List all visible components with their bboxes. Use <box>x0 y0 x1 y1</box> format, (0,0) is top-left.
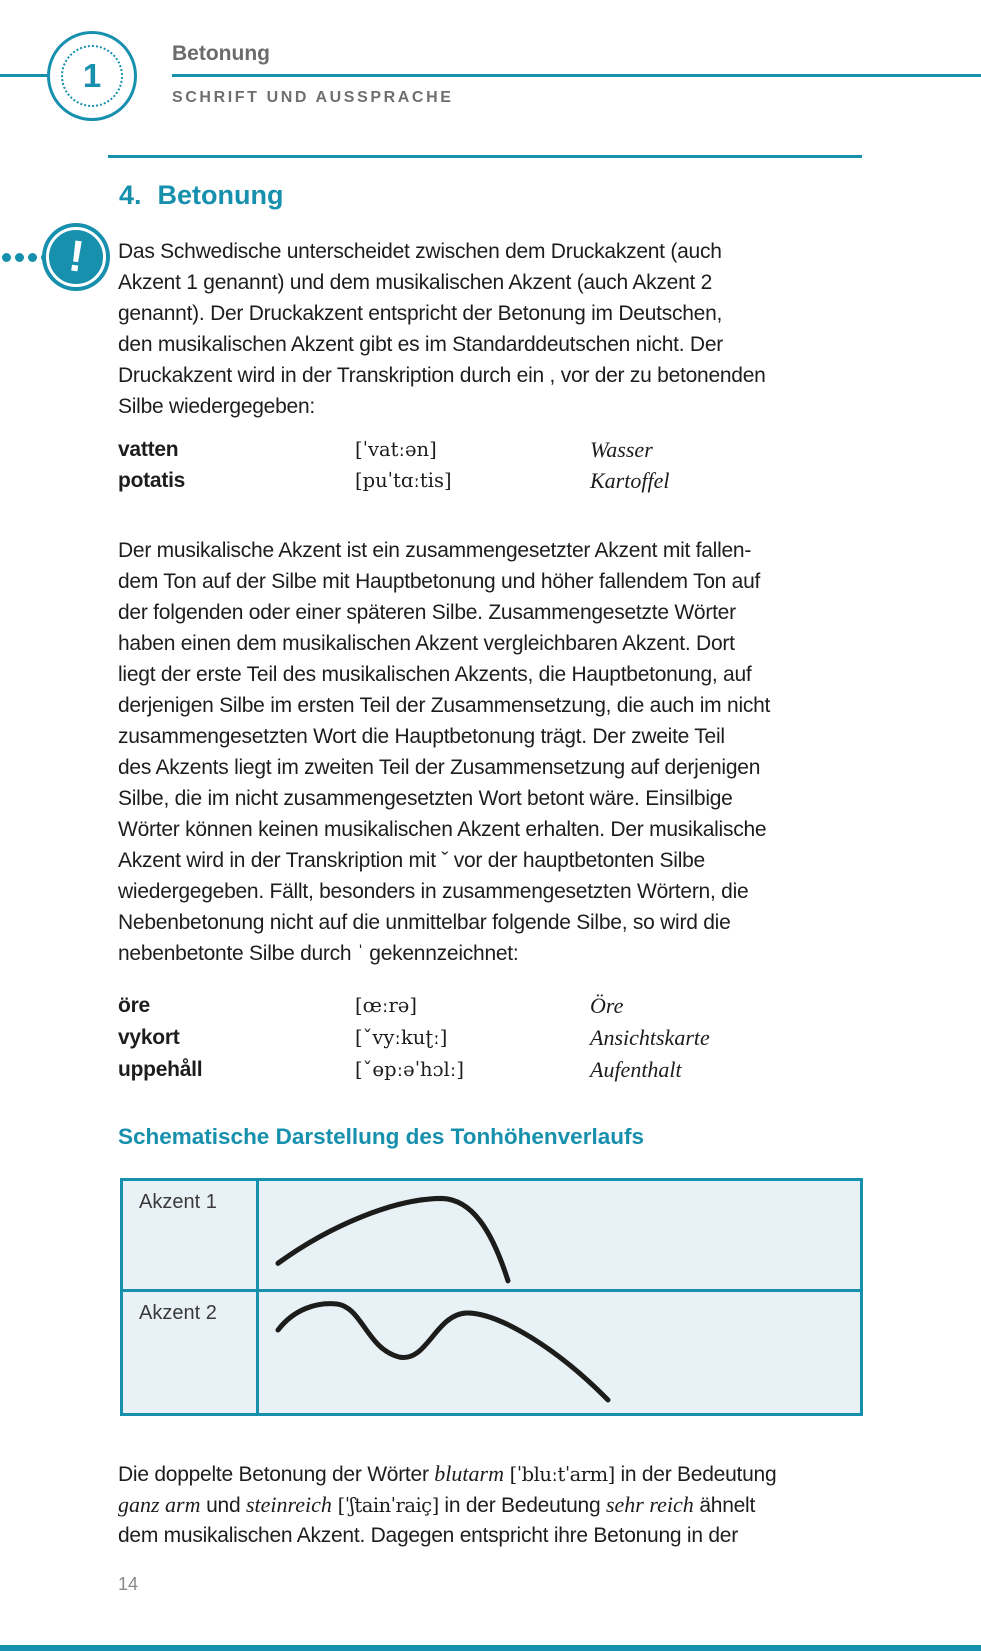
text-line: liegt der erste Teil des musikalischen Akzents, die Hauptbetonung, auf <box>118 663 752 686</box>
text-line: Silbe, die im nicht zusammengesetzten Wort betont wäre. Einsilbige <box>118 787 733 810</box>
example-word: vykort <box>118 1026 180 1049</box>
example-row <box>118 990 874 1022</box>
example-ipa: [ˇvyːkuʈː] <box>355 1026 448 1049</box>
akzent1-curve-svg <box>259 1181 860 1289</box>
text-segment: und <box>200 1494 246 1517</box>
section-title: Betonung <box>157 180 284 210</box>
running-head-subtitle: SCHRIFT UND AUSSPRACHE <box>172 89 454 106</box>
example-row <box>118 1054 874 1086</box>
example-translation: Aufenthalt <box>590 1057 682 1082</box>
emphasized-word: ganz arm <box>118 1492 201 1517</box>
exclamation-glyph: ! <box>65 231 87 282</box>
text-segment: in der Bedeutung <box>444 1494 606 1517</box>
emphasized-word: blutarm <box>434 1461 504 1486</box>
emphasized-word: steinreich <box>245 1492 332 1517</box>
callout-dot <box>28 253 37 262</box>
text-line: Das Schwedische unterscheidet zwischen dem Druckakzent (auch <box>118 240 722 263</box>
text-segment: Die doppelte Betonung der Wörter <box>118 1463 435 1486</box>
example-row <box>118 465 874 496</box>
text-line: den musikalischen Akzent gibt es im Standarddeutschen nicht. Der <box>118 333 724 356</box>
closing-paragraph <box>118 1458 874 1551</box>
example-word: öre <box>118 994 150 1017</box>
text-segment: dem musikalischen Akzent. Dagegen entspricht ihre Betonung in der <box>118 1524 738 1547</box>
ipa-transcription: [ˈbluːtˈarm] <box>503 1463 621 1486</box>
text-line <box>118 1520 874 1551</box>
text-line <box>118 1489 874 1520</box>
example-ipa: [puˈtɑːtis] <box>355 469 452 492</box>
chapter-number: 1 <box>82 57 102 94</box>
text-line: Silbe wiedergegeben: <box>118 395 315 418</box>
pitch-diagram <box>120 1178 863 1416</box>
text-line: haben einen dem musikalischen Akzent vergleichbaren Akzent. Dort <box>118 632 735 655</box>
example-word: vatten <box>118 438 179 461</box>
text-line: genannt). Der Druckakzent entspricht der Betonung im Deutschen, <box>118 302 723 325</box>
example-row <box>118 1022 874 1054</box>
ipa-transcription: [ˈʃtainˈraiç] <box>331 1494 445 1517</box>
example-table-1 <box>118 434 874 496</box>
akzent2-curve <box>259 1292 860 1413</box>
diagram-row-akzent1 <box>123 1181 860 1292</box>
example-ipa: [ˈvatːən] <box>355 438 437 461</box>
text-line: Akzent wird in der Transkription mit ˇ vor der hauptbetonten Silbe <box>118 849 705 872</box>
callout-dot <box>15 253 24 262</box>
text-line: der folgenden oder einer späteren Silbe. Zusammengesetzte Wörter <box>118 601 736 624</box>
emphasized-word: sehr reich <box>605 1492 694 1517</box>
page-number: 14 <box>118 1574 139 1594</box>
text-line: Druckakzent wird in der Transkription durch ein , vor der zu betonenden <box>118 364 766 387</box>
diagram-row-label: Akzent 2 <box>123 1292 259 1413</box>
exclamation-icon <box>42 223 110 291</box>
main-paragraph <box>118 535 874 969</box>
example-word: uppehåll <box>118 1058 203 1081</box>
text-line: dem Ton auf der Silbe mit Hauptbetonung und höher fallendem Ton auf <box>118 570 761 593</box>
example-translation: Wasser <box>590 437 653 462</box>
example-translation: Öre <box>590 993 624 1018</box>
section-number: 4. <box>119 180 142 210</box>
example-ipa: [ˇɵpːəˈhɔlː] <box>355 1058 464 1081</box>
example-word: potatis <box>118 469 186 492</box>
section-top-rule <box>108 155 862 158</box>
text-line: des Akzents liegt im zweiten Teil der Zusammensetzung auf derjenigen <box>118 756 761 779</box>
diagram-row-label: Akzent 1 <box>123 1181 259 1289</box>
callout-marker <box>0 222 112 292</box>
diagram-heading: Schematische Darstellung des Tonhöhenverlaufs <box>118 1124 644 1149</box>
diagram-row-akzent2 <box>123 1292 860 1413</box>
header-left-rule <box>0 74 47 77</box>
akzent2-curve-svg <box>259 1292 860 1413</box>
text-segment: ähnelt <box>693 1494 756 1517</box>
text-line: nebenbetonte Silbe durch ˈ gekennzeichnet: <box>118 942 519 965</box>
header-right-rule <box>172 74 981 77</box>
running-head-title: Betonung <box>172 42 270 65</box>
example-ipa: [œːrə] <box>355 994 417 1017</box>
example-row <box>118 434 874 465</box>
intro-paragraph <box>118 236 874 422</box>
section-heading <box>119 180 284 211</box>
text-line: wiedergegeben. Fällt, besonders in zusammengesetzten Wörtern, die <box>118 880 749 903</box>
footer-rule <box>0 1645 981 1651</box>
callout-dot <box>2 253 11 262</box>
text-line <box>118 1458 874 1489</box>
text-line: zusammengesetzten Wort die Hauptbetonung trägt. Der zweite Teil <box>118 725 725 748</box>
text-line: Der musikalische Akzent ist ein zusammengesetzter Akzent mit fallen- <box>118 539 752 562</box>
chapter-badge <box>47 31 137 121</box>
text-line: Akzent 1 genannt) und dem musikalischen Akzent (auch Akzent 2 <box>118 271 713 294</box>
example-table-2 <box>118 990 874 1086</box>
text-line: derjenigen Silbe im ersten Teil der Zusammensetzung, die auch im nicht <box>118 694 771 717</box>
example-translation: Kartoffel <box>590 468 670 493</box>
text-segment: in der Bedeutung <box>620 1463 777 1486</box>
akzent1-curve <box>259 1181 860 1289</box>
example-translation: Ansichtskarte <box>590 1025 710 1050</box>
text-line: Nebenbetonung nicht auf die unmittelbar folgende Silbe, so wird die <box>118 911 731 934</box>
text-line: Wörter können keinen musikalischen Akzent erhalten. Der musikalische <box>118 818 767 841</box>
